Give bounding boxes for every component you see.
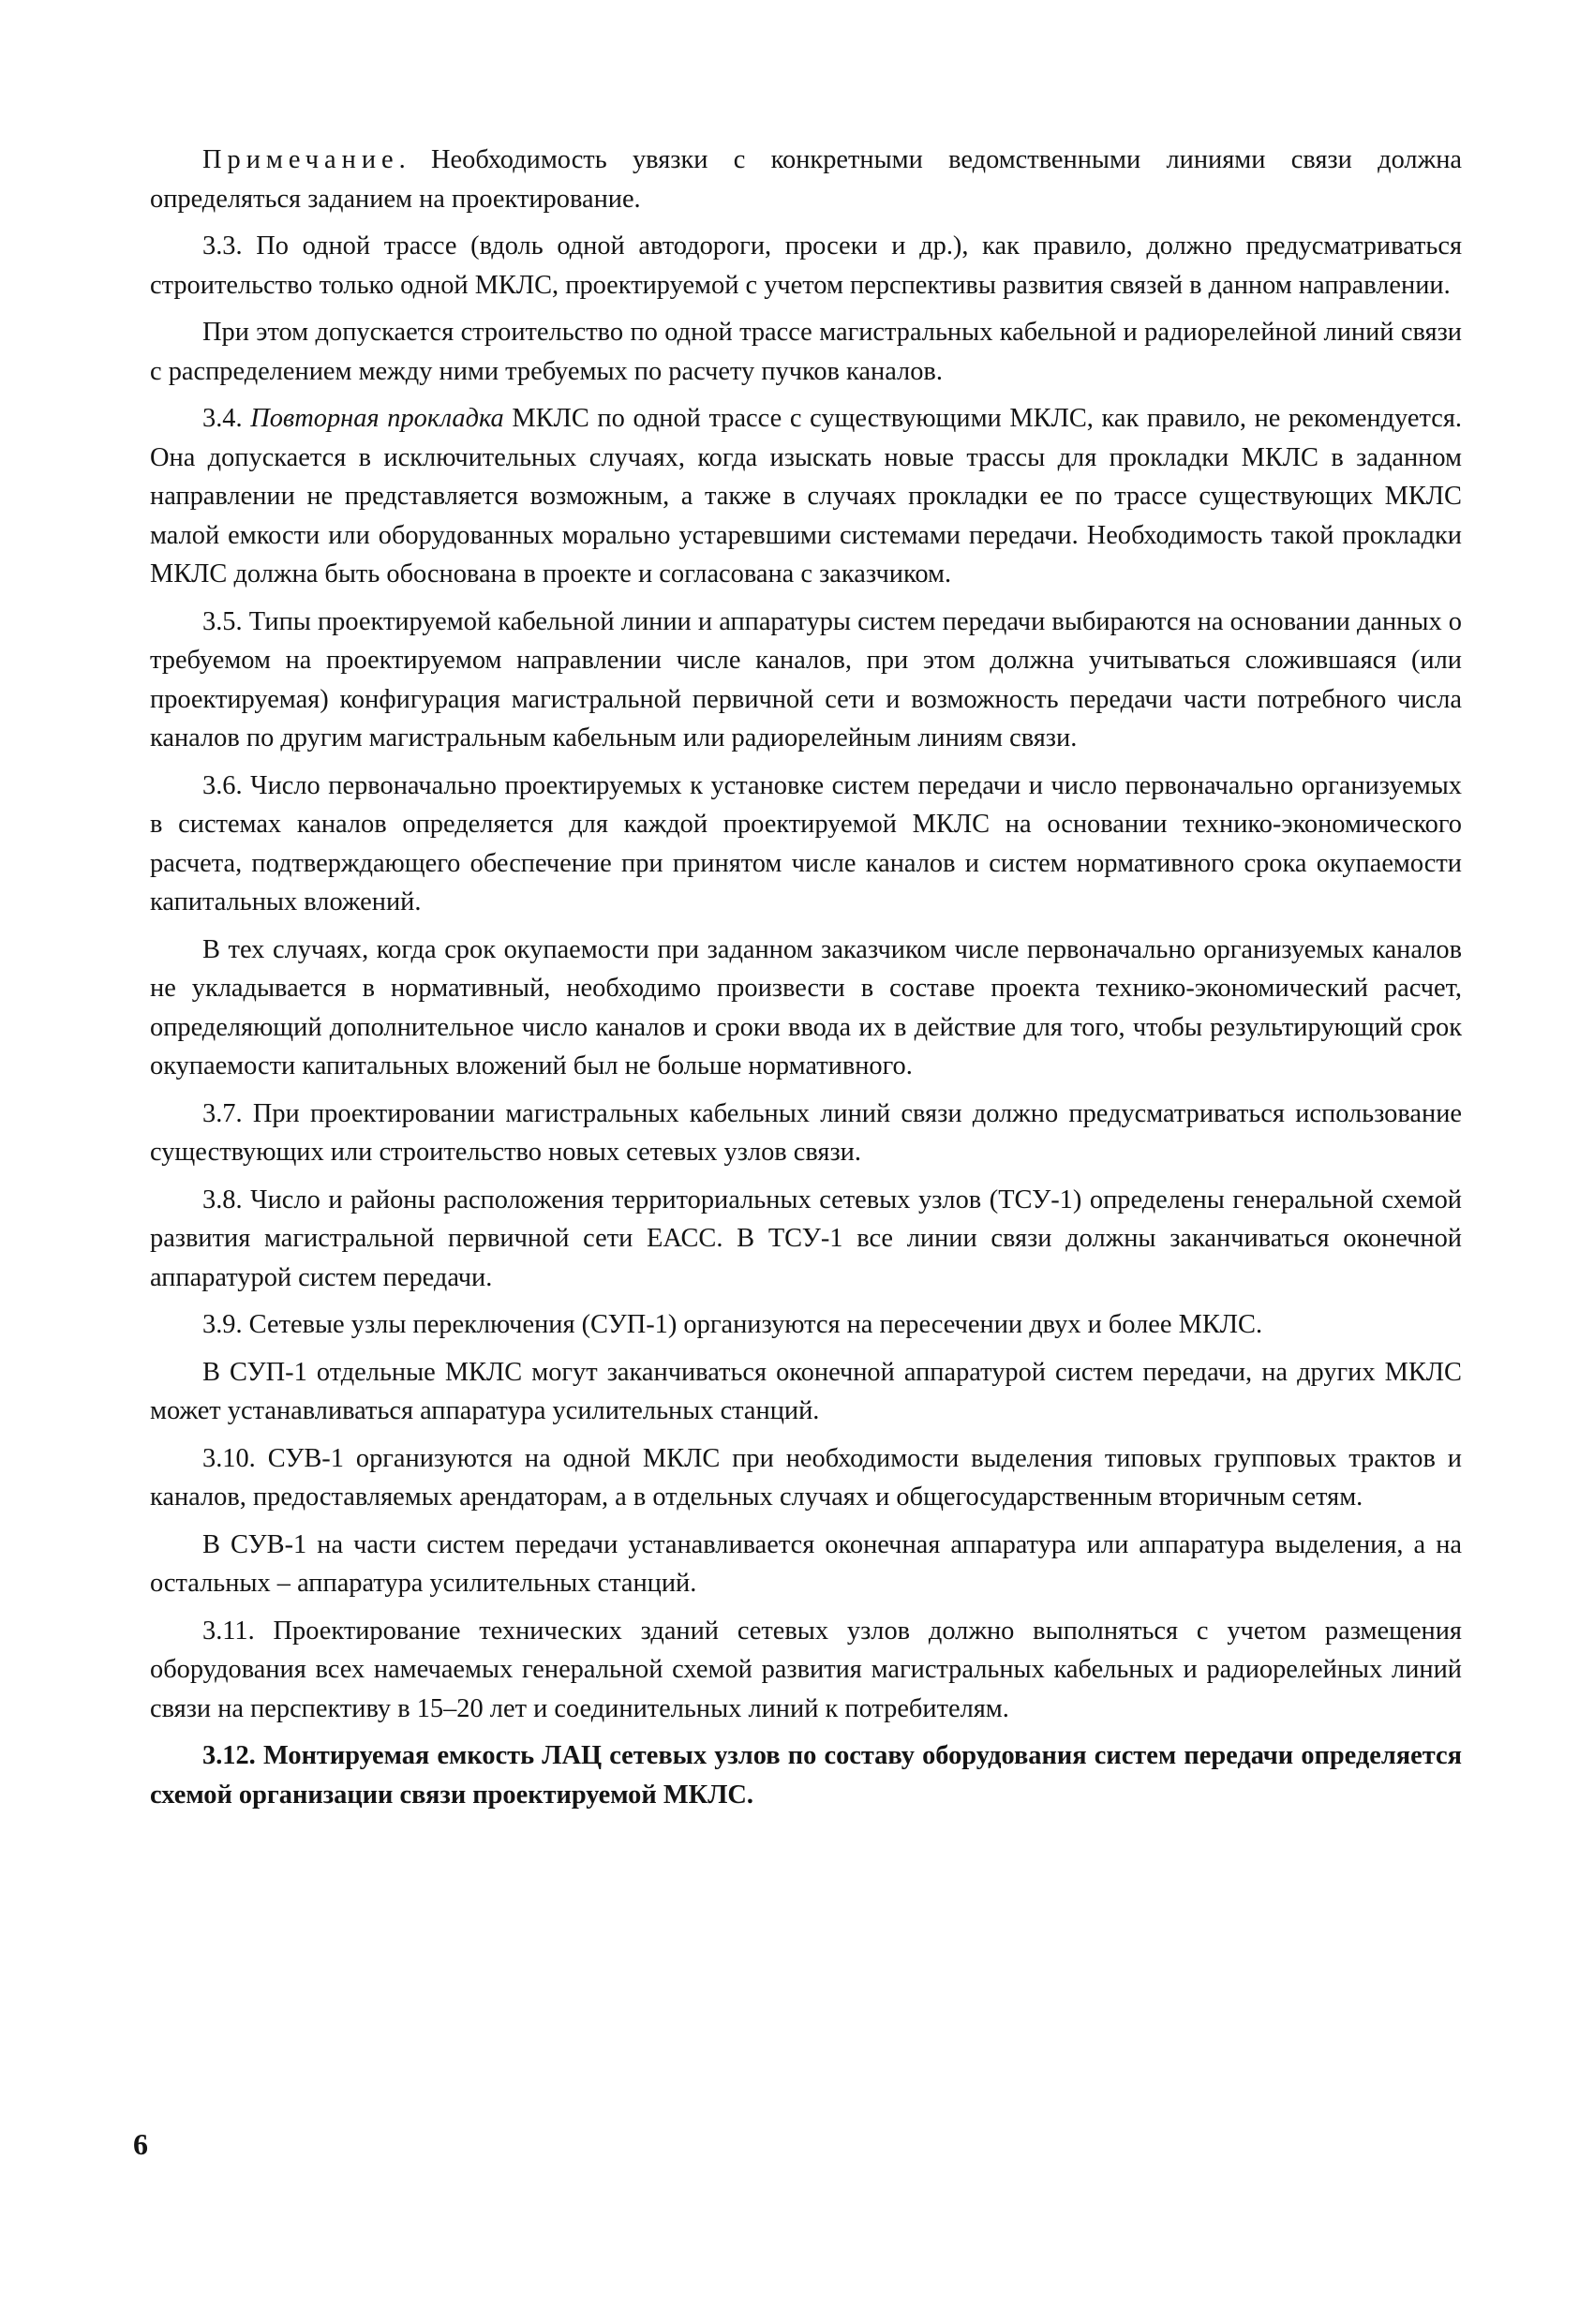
note-text: . Необходимость увязки с конкретными ведомственными линиями связи должна определяться заданием на проектирование. — [150, 145, 1462, 214]
paragraph-3-3: 3.3. По одной трассе (вдоль одной автодороги, просеки и др.), как правило, должно предусматриваться строительство только одной МКЛС, проектируемой с учетом перспективы развития связей в данном направлении. — [150, 231, 1462, 300]
page-number: 6 — [133, 2127, 148, 2161]
paragraph-3-4-text: МКЛС по одной трассе с существующими МКЛС, как правило, не рекомендуется. Она допускается в исключительных случаях, когда изыскать новые трассы для прокладки МКЛС в заданном направлении не представляется возможным, а также в случаях прокладки ее по трассе существующих МКЛС малой емкости или оборудованных морально устаревшими системами передачи. Необходимость такой прокладки МКЛС должна быть обоснована в проекте и согласована с заказчиком. — [150, 404, 1462, 588]
paragraph-3-3-cont: При этом допускается строительство по одной трассе магистральных кабельной и радиорелейной линий связи с распределением между ними требуемых по расчету пучков каналов. — [150, 318, 1462, 386]
paragraph-3-4-head: 3.4. — [202, 404, 251, 433]
paragraph-3-7: 3.7. При проектировании магистральных кабельных линий связи должно предусматриваться использование существующих или строительство новых сетевых узлов связи. — [150, 1098, 1462, 1167]
paragraph-3-10: 3.10. СУВ-1 организуются на одной МКЛС при необходимости выделения типовых групповых трактов и каналов, предоставляемых арендаторам, а в отдельных случаях и общегосударственным вторичным сетям. — [150, 1443, 1462, 1512]
paragraph-3-4 — [150, 399, 1462, 594]
paragraph-3-5: 3.5. Типы проектируемой кабельной линии и аппаратуры систем передачи выбираются на основании данных о требуемом на проектируемом направлении числе каналов, при этом должна учитываться сложившаяся (или проектируемая) конфигурация магистральной первичной сети и возможность передачи части потребного числа каналов по другим магистральным кабельным или радиорелейным линиям связи. — [150, 606, 1462, 752]
note-paragraph — [150, 141, 1462, 218]
paragraph-3-11: 3.11. Проектирование технических зданий сетевых узлов должно выполняться с учетом размещения оборудования всех намечаемых генеральной схемой развития магистральных кабельных и радиорелейных линий связи на перспективу в 15–20 лет и соединительных линий к потребителям. — [150, 1616, 1462, 1723]
paragraph-3-8: 3.8. Число и районы расположения территориальных сетевых узлов (ТСУ-1) определены генеральной схемой развития магистральной первичной сети ЕАСС. В ТСУ-1 все линии связи должны заканчиваться оконечной аппаратурой систем передачи. — [150, 1184, 1462, 1292]
note-label: Примечание — [202, 145, 399, 174]
paragraph-3-10-cont: В СУВ-1 на части систем передачи устанавливается оконечная аппаратура или аппаратура выделения, а на остальных – аппаратура усилительных станций. — [150, 1529, 1462, 1598]
paragraph-3-12: 3.12. Монтируемая емкость ЛАЦ сетевых узлов по составу оборудования систем передачи определяется схемой организации связи проектируемой МКЛС. — [150, 1741, 1462, 1810]
paragraph-3-6-cont: В тех случаях, когда срок окупаемости при заданном заказчиком числе первоначально организуемых каналов не укладывается в нормативный, необходимо произвести в составе проекта технико-экономический расчет, определяющий дополнительное число каналов и сроки ввода их в действие для того, чтобы результирующий срок окупаемости капитальных вложений был не больше нормативного. — [150, 934, 1462, 1080]
paragraph-3-4-emph: Повторная прокладка — [250, 404, 504, 433]
document-page — [150, 141, 1462, 1823]
paragraph-3-9-cont: В СУП-1 отдельные МКЛС могут заканчиваться оконечной аппаратурой систем передачи, на других МКЛС может устанавливаться аппаратура усилительных станций. — [150, 1357, 1462, 1425]
paragraph-3-6: 3.6. Число первоначально проектируемых к установке систем передачи и число первоначально организуемых в системах каналов определяется для каждой проектируемой МКЛС на основании технико-экономического расчета, подтверждающего обеспечение при принятом числе каналов и систем нормативного срока окупаемости капитальных вложений. — [150, 770, 1462, 916]
paragraph-3-9: 3.9. Сетевые узлы переключения (СУП-1) организуются на пересечении двух и более МКЛС. — [202, 1310, 1263, 1339]
